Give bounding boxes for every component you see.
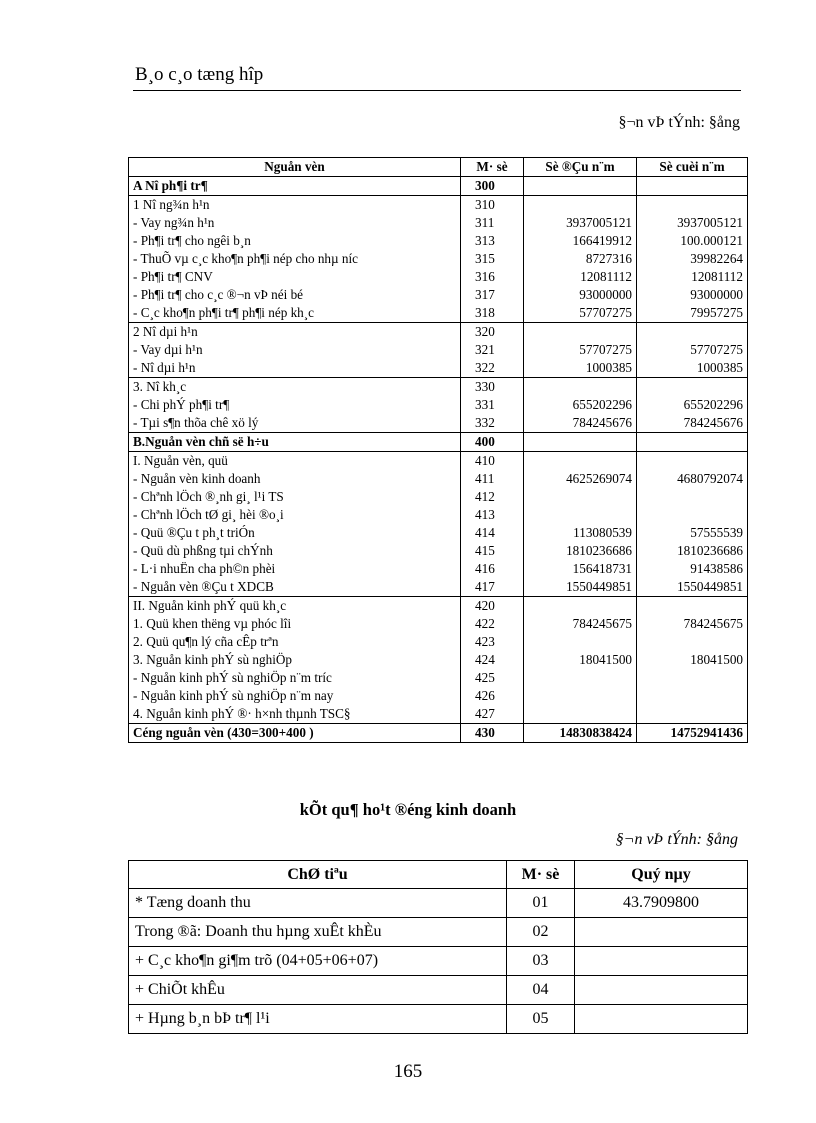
row-start-value: 784245675 (524, 615, 637, 633)
row-label: + C¸c kho¶n gi¶m trõ (04+05+06+07) (129, 947, 507, 976)
table-row (129, 232, 748, 250)
table-row (129, 669, 748, 687)
row-start-value: 3937005121 (524, 214, 637, 232)
row-label: - Quü dù phßng tµi chÝnh (129, 542, 461, 560)
table-row (129, 323, 748, 342)
table-row (129, 177, 748, 196)
row-start-value: 12081112 (524, 268, 637, 286)
row-start-value (524, 597, 637, 616)
row-label: - Quü ®Çu t ph¸t triÓn (129, 524, 461, 542)
row-end-value (637, 452, 748, 471)
table-row (129, 341, 748, 359)
page-header (133, 62, 741, 91)
table-row (129, 524, 748, 542)
table-row (129, 214, 748, 232)
row-label: - Chªnh lÖch tØ gi¸ hèi ®o¸i (129, 506, 461, 524)
row-label: - Ph¶i tr¶ CNV (129, 268, 461, 286)
row-code: 311 (461, 214, 524, 232)
row-end-value (637, 177, 748, 196)
row-end-value: 93000000 (637, 286, 748, 304)
row-end-value (637, 633, 748, 651)
table-row (129, 359, 748, 378)
table-row (129, 452, 748, 471)
table-row (129, 250, 748, 268)
row-code: 316 (461, 268, 524, 286)
row-end-value (637, 669, 748, 687)
row-start-value: 93000000 (524, 286, 637, 304)
row-label: - L·i nhuËn cha ph©n phèi (129, 560, 461, 578)
row-start-value (524, 196, 637, 215)
row-end-value: 1810236686 (637, 542, 748, 560)
row-label: - C¸c kho¶n ph¶i tr¶ ph¶i nép kh¸c (129, 304, 461, 323)
row-label: - Vay ng¾n h¹n (129, 214, 461, 232)
row-label: - Ph¶i tr¶ cho ngêi b¸n (129, 232, 461, 250)
row-label: II. Nguån kinh phÝ quü kh¸c (129, 597, 461, 616)
row-start-value: 14830838424 (524, 724, 637, 743)
row-end-value: 18041500 (637, 651, 748, 669)
row-label: B.Nguån vèn chñ së h÷u (129, 433, 461, 452)
row-code: 313 (461, 232, 524, 250)
row-start-value (524, 323, 637, 342)
row-end-value: 3937005121 (637, 214, 748, 232)
row-code: 422 (461, 615, 524, 633)
row-end-value: 57707275 (637, 341, 748, 359)
row-label: - Nguån kinh phÝ sù nghiÖp n¨m tríc (129, 669, 461, 687)
row-end-value (637, 506, 748, 524)
row-end-value: 91438586 (637, 560, 748, 578)
row-start-value: 156418731 (524, 560, 637, 578)
row-label: 4. Nguån kinh phÝ ®· h×nh thµnh TSC§ (129, 705, 461, 724)
row-end-value: 655202296 (637, 396, 748, 414)
balance-body (129, 177, 748, 743)
column-header-code: M· sè (507, 861, 575, 889)
table-row (129, 1005, 748, 1034)
row-code: 426 (461, 687, 524, 705)
table-row (129, 304, 748, 323)
row-start-value: 4625269074 (524, 470, 637, 488)
row-end-value: 784245675 (637, 615, 748, 633)
row-label: * Tæng doanh thu (129, 889, 507, 918)
table-row (129, 597, 748, 616)
row-code: 05 (507, 1005, 575, 1034)
balance-header-row (129, 158, 748, 177)
row-code: 413 (461, 506, 524, 524)
table-row (129, 470, 748, 488)
row-code: 415 (461, 542, 524, 560)
row-code: 330 (461, 378, 524, 397)
row-end-value: 12081112 (637, 268, 748, 286)
row-start-value (524, 506, 637, 524)
column-header-quarter: Quý nµy (575, 861, 748, 889)
row-label: - Nguån vèn ®Çu t XDCB (129, 578, 461, 597)
row-code: 411 (461, 470, 524, 488)
row-code: 331 (461, 396, 524, 414)
row-code: 322 (461, 359, 524, 378)
row-code: 427 (461, 705, 524, 724)
row-end-value (637, 687, 748, 705)
table-row (129, 378, 748, 397)
row-start-value (524, 433, 637, 452)
row-code: 318 (461, 304, 524, 323)
row-value (575, 947, 748, 976)
row-end-value (637, 705, 748, 724)
row-value (575, 1005, 748, 1034)
row-code: 400 (461, 433, 524, 452)
table-row (129, 414, 748, 433)
row-label: - Nguån kinh phÝ sù nghiÖp n¨m nay (129, 687, 461, 705)
row-end-value (637, 488, 748, 506)
table-row (129, 976, 748, 1005)
row-start-value: 1000385 (524, 359, 637, 378)
header-title: B¸o c¸o tæng hîp (135, 64, 264, 85)
row-start-value (524, 177, 637, 196)
row-end-value (637, 378, 748, 397)
row-end-value (637, 196, 748, 215)
row-label: 1 Nî ng¾n h¹n (129, 196, 461, 215)
row-start-value: 8727316 (524, 250, 637, 268)
row-value: 43.7909800 (575, 889, 748, 918)
results-title: kÕt qu¶ ho¹t ®éng kinh doanh (299, 800, 517, 819)
results-table (128, 860, 748, 1034)
row-label: - Chªnh lÖch ®¸nh gi¸ l¹i TS (129, 488, 461, 506)
table-row (129, 560, 748, 578)
row-code: 317 (461, 286, 524, 304)
table-row (129, 488, 748, 506)
balance-unit-label: §¬n vÞ tÝnh: §ång (618, 114, 740, 131)
row-code: 425 (461, 669, 524, 687)
row-label: 1. Quü khen thëng vµ phóc lîi (129, 615, 461, 633)
column-header-start: Sè ®Çu n¨m (524, 158, 637, 177)
row-start-value (524, 378, 637, 397)
row-label: 3. Nguån kinh phÝ sù nghiÖp (129, 651, 461, 669)
row-start-value: 1550449851 (524, 578, 637, 597)
row-label: I. Nguån vèn, quü (129, 452, 461, 471)
row-code: 412 (461, 488, 524, 506)
row-code: 332 (461, 414, 524, 433)
results-body (129, 889, 748, 1034)
row-label: - Vay dµi h¹n (129, 341, 461, 359)
row-code: 315 (461, 250, 524, 268)
row-start-value: 57707275 (524, 304, 637, 323)
balance-table (128, 157, 748, 743)
table-row (129, 918, 748, 947)
row-end-value: 14752941436 (637, 724, 748, 743)
row-code: 310 (461, 196, 524, 215)
table-row (129, 615, 748, 633)
row-start-value (524, 488, 637, 506)
row-value (575, 976, 748, 1005)
row-start-value: 166419912 (524, 232, 637, 250)
row-code: 01 (507, 889, 575, 918)
row-label: 3. Nî kh¸c (129, 378, 461, 397)
table-row (129, 889, 748, 918)
row-value (575, 918, 748, 947)
results-unit-label: §¬n vÞ tÝnh: §ång (615, 831, 738, 848)
row-label: 2 Nî dµi h¹n (129, 323, 461, 342)
table-row (129, 268, 748, 286)
row-end-value: 784245676 (637, 414, 748, 433)
table-row (129, 506, 748, 524)
row-code: 420 (461, 597, 524, 616)
row-label: 2. Quü qu¶n lý cña cÊp trªn (129, 633, 461, 651)
table-row (129, 947, 748, 976)
row-start-value (524, 633, 637, 651)
row-code: 320 (461, 323, 524, 342)
row-start-value (524, 687, 637, 705)
row-start-value: 784245676 (524, 414, 637, 433)
row-label: - Tµi s¶n thõa chê xö lý (129, 414, 461, 433)
table-row (129, 724, 748, 743)
row-code: 417 (461, 578, 524, 597)
row-start-value: 57707275 (524, 341, 637, 359)
row-code: 424 (461, 651, 524, 669)
column-header-code: M· sè (461, 158, 524, 177)
row-label: - Nguån vèn kinh doanh (129, 470, 461, 488)
row-code: 02 (507, 918, 575, 947)
results-header-row (129, 861, 748, 889)
column-header-indicator: ChØ tiªu (129, 861, 507, 889)
table-row (129, 196, 748, 215)
row-end-value: 4680792074 (637, 470, 748, 488)
row-label: Trong ®ã: Doanh thu hµng xuÊt khÈu (129, 918, 507, 947)
row-end-value: 1000385 (637, 359, 748, 378)
row-start-value: 1810236686 (524, 542, 637, 560)
page-number: 165 (393, 1061, 423, 1082)
row-end-value (637, 433, 748, 452)
row-end-value: 39982264 (637, 250, 748, 268)
row-code: 416 (461, 560, 524, 578)
table-row (129, 633, 748, 651)
row-end-value: 100.000121 (637, 232, 748, 250)
table-row (129, 433, 748, 452)
column-header-source: Nguån vèn (129, 158, 461, 177)
row-label: - ThuÕ vµ c¸c kho¶n ph¶i nép cho nhµ níc (129, 250, 461, 268)
table-row (129, 651, 748, 669)
row-label: A Nî ph¶i tr¶ (129, 177, 461, 196)
row-code: 321 (461, 341, 524, 359)
row-code: 430 (461, 724, 524, 743)
row-start-value: 655202296 (524, 396, 637, 414)
row-end-value: 1550449851 (637, 578, 748, 597)
row-code: 414 (461, 524, 524, 542)
row-label: + ChiÕt khÊu (129, 976, 507, 1005)
table-row (129, 705, 748, 724)
column-header-end: Sè cuèi n¨m (637, 158, 748, 177)
row-label: Céng nguån vèn (430=300+400 ) (129, 724, 461, 743)
row-start-value: 113080539 (524, 524, 637, 542)
table-row (129, 396, 748, 414)
row-code: 03 (507, 947, 575, 976)
row-end-value: 57555539 (637, 524, 748, 542)
row-code: 04 (507, 976, 575, 1005)
row-label: - Ph¶i tr¶ cho c¸c ®¬n vÞ néi bé (129, 286, 461, 304)
row-end-value: 79957275 (637, 304, 748, 323)
row-start-value: 18041500 (524, 651, 637, 669)
row-end-value (637, 323, 748, 342)
table-row (129, 286, 748, 304)
table-row (129, 687, 748, 705)
row-end-value (637, 597, 748, 616)
row-start-value (524, 452, 637, 471)
table-row (129, 542, 748, 560)
row-code: 410 (461, 452, 524, 471)
row-start-value (524, 669, 637, 687)
row-code: 300 (461, 177, 524, 196)
row-code: 423 (461, 633, 524, 651)
table-row (129, 578, 748, 597)
row-label: - Chi phÝ ph¶i tr¶ (129, 396, 461, 414)
row-start-value (524, 705, 637, 724)
row-label: - Nî dµi h¹n (129, 359, 461, 378)
row-label: + Hµng b¸n bÞ tr¶ l¹i (129, 1005, 507, 1034)
